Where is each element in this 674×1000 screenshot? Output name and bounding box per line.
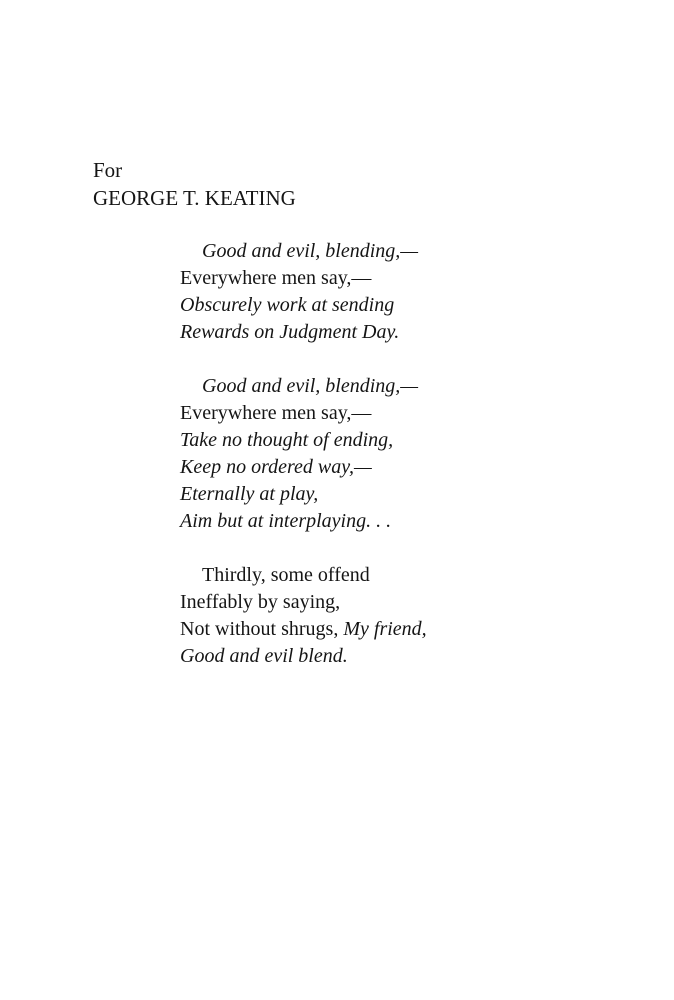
stanza-3 (180, 562, 427, 670)
poem-line: Good and evil, blending,— (202, 240, 419, 262)
poem-line: Thirdly, some offend (202, 564, 370, 586)
poem-line: Obscurely work at sending (180, 294, 395, 316)
poem-line: Eternally at play, (180, 483, 319, 505)
dedication-name: GEORGE T. KEATING (93, 186, 296, 210)
poem-line: Take no thought of ending, (180, 429, 394, 451)
poem-line: Good and evil blend. (180, 645, 348, 667)
poem-line: Keep no ordered way,— (180, 456, 372, 478)
poem-line: Everywhere men say,— (180, 402, 372, 424)
poem-line-roman: Not without shrugs, (180, 618, 344, 640)
poem-line: Ineffably by saying, (180, 591, 341, 613)
poem-line: Everywhere men say,— (180, 267, 372, 289)
poem-line (180, 616, 427, 643)
poem-line: Aim but at interplaying. . . (180, 510, 392, 532)
stanza-1 (180, 238, 427, 346)
stanza-2 (180, 373, 427, 535)
poem (180, 238, 427, 697)
poem-line: Good and evil, blending,— (202, 375, 419, 397)
poem-line: Rewards on Judgment Day. (180, 321, 400, 343)
dedication-prefix: For (93, 158, 123, 182)
dedication (93, 156, 296, 212)
poem-line-italic: My friend, (343, 618, 427, 640)
